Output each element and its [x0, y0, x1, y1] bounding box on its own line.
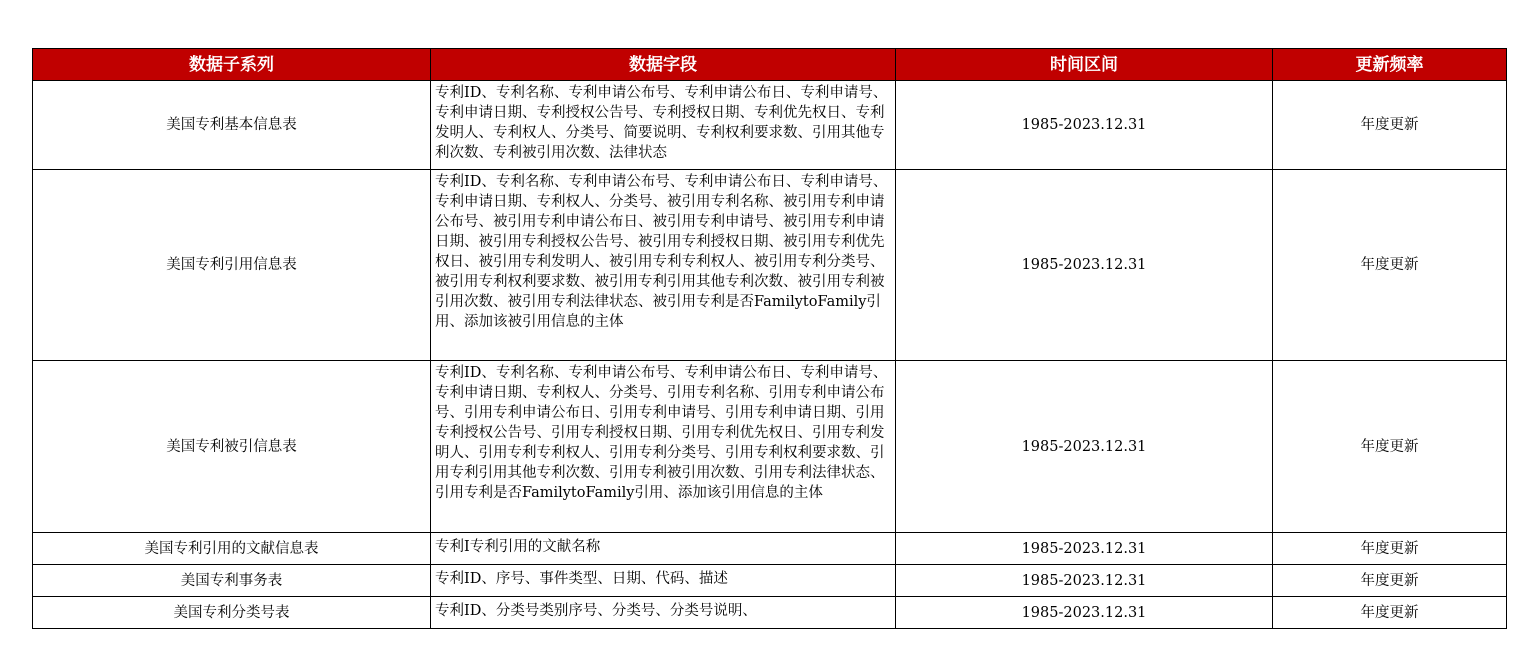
cell-fields: 专利ID、专利名称、专利申请公布号、专利申请公布日、专利申请号、专利申请日期、专利权人、分类号、被引用专利名称、被引用专利申请公布号、被引用专利申请公布日、被引用专利申请号、被引用专利申请日期、被引用专利授权公告号、被引用专利授权日期、被引用专利优先权日、被引用专利发明人、被引用专利专利权人、被引用专利分类号、被引用专利权利要求数、被引用专利引用其他专利次数、被引用专利被引用次数、被引用专利法律状态、被引用专利是否FamilytoFamily引用、添加该被引用信息的主体 [431, 170, 896, 361]
table-row [33, 81, 1507, 170]
cell-fields: 专利ID、专利名称、专利申请公布号、专利申请公布日、专利申请号、专利申请日期、专利授权公告号、专利授权日期、专利优先权日、专利发明人、专利权人、分类号、简要说明、专利权利要求数、引用其他专利次数、专利被引用次数、法律状态 [431, 81, 896, 170]
cell-period: 1985-2023.12.31 [896, 533, 1273, 565]
cell-fields: 专利ID、分类号类别序号、分类号、分类号说明、 [431, 597, 896, 629]
table-row [33, 170, 1507, 361]
cell-series: 美国专利引用信息表 [33, 170, 431, 361]
table-row [33, 597, 1507, 629]
header-row [33, 49, 1507, 81]
cell-frequency: 年度更新 [1273, 533, 1507, 565]
cell-frequency: 年度更新 [1273, 361, 1507, 533]
table-row [33, 533, 1507, 565]
cell-fields: 专利ID、序号、事件类型、日期、代码、描述 [431, 565, 896, 597]
cell-fields: 专利I专利引用的文献名称 [431, 533, 896, 565]
header-period: 时间区间 [896, 49, 1273, 81]
table-row [33, 361, 1507, 533]
cell-series: 美国专利事务表 [33, 565, 431, 597]
cell-frequency: 年度更新 [1273, 170, 1507, 361]
cell-fields: 专利ID、专利名称、专利申请公布号、专利申请公布日、专利申请号、专利申请日期、专利权人、分类号、引用专利名称、引用专利申请公布号、引用专利申请公布日、引用专利申请号、引用专利申请日期、引用专利授权公告号、引用专利授权日期、引用专利优先权日、引用专利发明人、引用专利专利权人、引用专利分类号、引用专利权利要求数、引用专利引用其他专利次数、引用专利被引用次数、引用专利法律状态、引用专利是否FamilytoFamily引用、添加该引用信息的主体 [431, 361, 896, 533]
data-table-sheet [32, 48, 1506, 629]
header-fields: 数据字段 [431, 49, 896, 81]
cell-period: 1985-2023.12.31 [896, 565, 1273, 597]
cell-frequency: 年度更新 [1273, 81, 1507, 170]
data-table [32, 48, 1507, 629]
cell-series: 美国专利引用的文献信息表 [33, 533, 431, 565]
header-frequency: 更新频率 [1273, 49, 1507, 81]
cell-series: 美国专利被引信息表 [33, 361, 431, 533]
cell-period: 1985-2023.12.31 [896, 361, 1273, 533]
header-series: 数据子系列 [33, 49, 431, 81]
cell-period: 1985-2023.12.31 [896, 81, 1273, 170]
cell-series: 美国专利分类号表 [33, 597, 431, 629]
cell-period: 1985-2023.12.31 [896, 170, 1273, 361]
cell-frequency: 年度更新 [1273, 565, 1507, 597]
cell-frequency: 年度更新 [1273, 597, 1507, 629]
cell-series: 美国专利基本信息表 [33, 81, 431, 170]
cell-period: 1985-2023.12.31 [896, 597, 1273, 629]
table-row [33, 565, 1507, 597]
